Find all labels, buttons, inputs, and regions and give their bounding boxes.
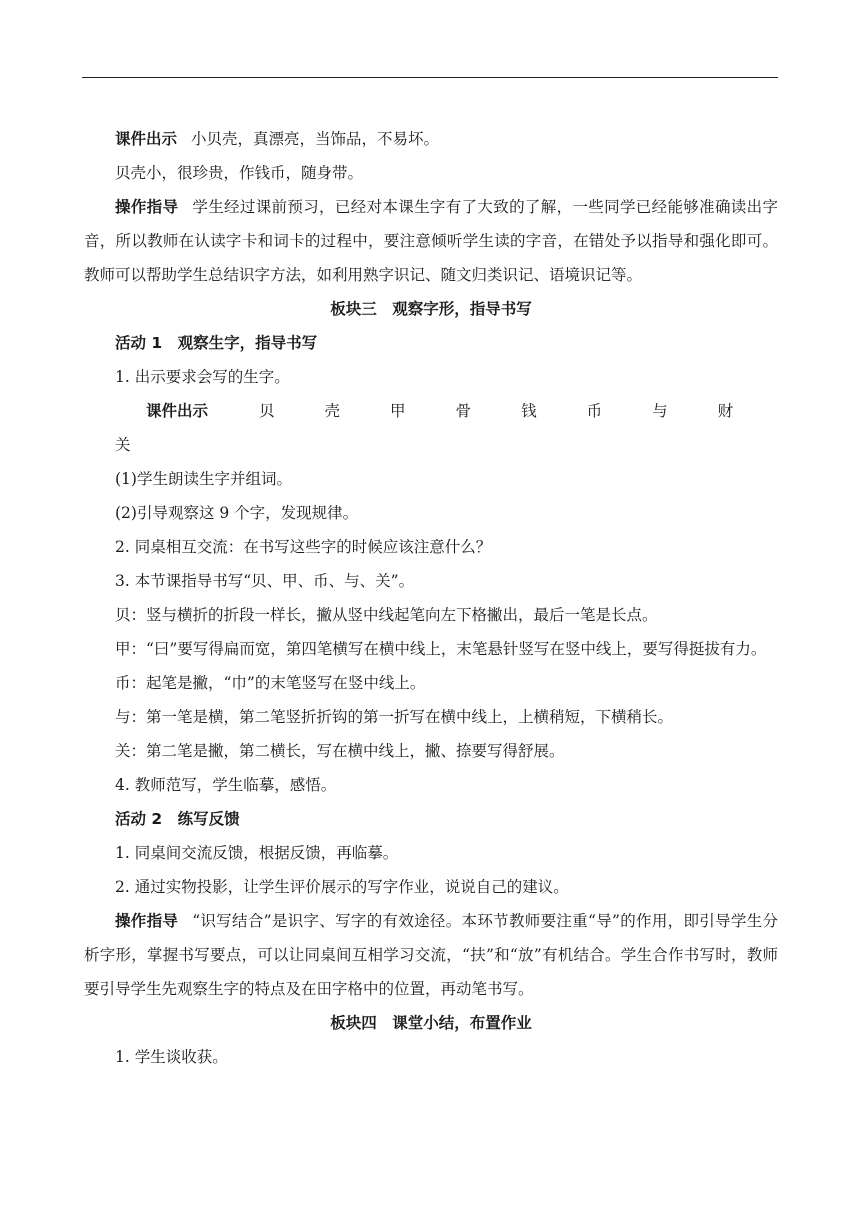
- char-item: 关: [115, 436, 131, 454]
- section-three-heading: 板块三 观察字形，指导书写: [330, 300, 532, 318]
- guide-label-1: 操作指导: [115, 198, 179, 216]
- char-item: 壳: [324, 402, 341, 420]
- guide-bi: 币：起笔是撇，“巾”的末笔竖写在竖中线上。: [115, 674, 426, 692]
- char-item: 与: [652, 402, 668, 420]
- activity-one-item-2: 2. 同桌相互交流：在书写这些字的时候应该注意什么？: [115, 538, 492, 556]
- header-rule: [82, 77, 778, 78]
- char-item: 骨: [455, 402, 472, 420]
- guide-paragraph-1: [84, 190, 778, 292]
- section-four-item-1: 1. 学生谈收获。: [115, 1048, 228, 1066]
- guide-label-2: 操作指导: [115, 912, 179, 930]
- guide-bei: 贝：竖与横折的折段一样长，撇从竖中线起笔向左下格撇出，最后一笔是长点。: [115, 606, 658, 624]
- activity-one-item-4: 4. 教师范写，学生临摹，感悟。: [115, 776, 337, 794]
- activity-two-item-1: 1. 同桌间交流反馈，根据反馈，再临摹。: [115, 844, 399, 862]
- document-body: [84, 122, 778, 1074]
- char-item: 币: [586, 402, 603, 420]
- activity-two-item-2: 2. 通过实物投影，让学生评价展示的写字作业，说说自己的建议。: [115, 878, 569, 896]
- guide-guan: 关：第二笔是撇，第二横长，写在横中线上，撇、捺要写得舒展。: [115, 742, 565, 760]
- character-list: [84, 394, 778, 462]
- activity-one-item-1: 1. 出示要求会写的生字。: [115, 368, 290, 386]
- guide-jia: 甲：“曰”要写得扁而宽，第四笔横写在横中线上，末笔悬针竖写在竖中线上，要写得挺拔有力。: [115, 640, 767, 658]
- guide-yu: 与：第一笔是横，第二笔竖折折钩的第一折写在横中线上，上横稍短，下横稍长。: [115, 708, 674, 726]
- char-item: 甲: [390, 402, 406, 420]
- courseware-text: 小贝壳，真漂亮，当饰品，不易坏。: [191, 130, 440, 148]
- activity-one-sub-1: (1)学生朗读生字并组词。: [115, 470, 292, 488]
- guide-text-2: “识写结合”是识字、写字的有效途径。本环节教师要注重“导”的作用，即引导学生分析字形，掌握书写要点，可以让同桌间互相学习交流，“扶”和“放”有机结合。学生合作书写时，教师要引导学生先观察生字的特点及在田字格中的位置，再动笔书写。: [84, 912, 778, 998]
- courseware-paragraph: [84, 122, 778, 156]
- section-four-heading: 板块四 课堂小结，布置作业: [330, 1014, 532, 1032]
- guide-paragraph-2: [84, 904, 778, 1006]
- char-item: 贝: [259, 402, 275, 420]
- activity-two-heading: 活动 2 练写反馈: [115, 810, 240, 828]
- activity-one-heading: 活动 1 观察生字，指导书写: [115, 334, 318, 352]
- char-item: 财: [717, 402, 734, 420]
- activity-one-sub-2: (2)引导观察这 9 个字，发现规律。: [115, 504, 359, 522]
- courseware-label: 课件出示: [115, 130, 178, 148]
- activity-one-item-3: 3. 本节课指导书写“贝、甲、币、与、关”。: [115, 572, 415, 590]
- courseware-line-2: 贝壳小，很珍贵，作钱币，随身带。: [115, 164, 364, 182]
- character-list-label: 课件出示: [146, 402, 209, 420]
- char-item: 钱: [521, 402, 537, 420]
- guide-text-1: 学生经过课前预习，已经对本课生字有了大致的了解，一些同学已经能够准确读出字音，所以教师在认读字卡和词卡的过程中，要注意倾听学生读的字音，在错处予以指导和强化即可。教师可以帮助学生总结识字方法，如利用熟字识记、随文归类识记、语境识记等。: [84, 198, 778, 284]
